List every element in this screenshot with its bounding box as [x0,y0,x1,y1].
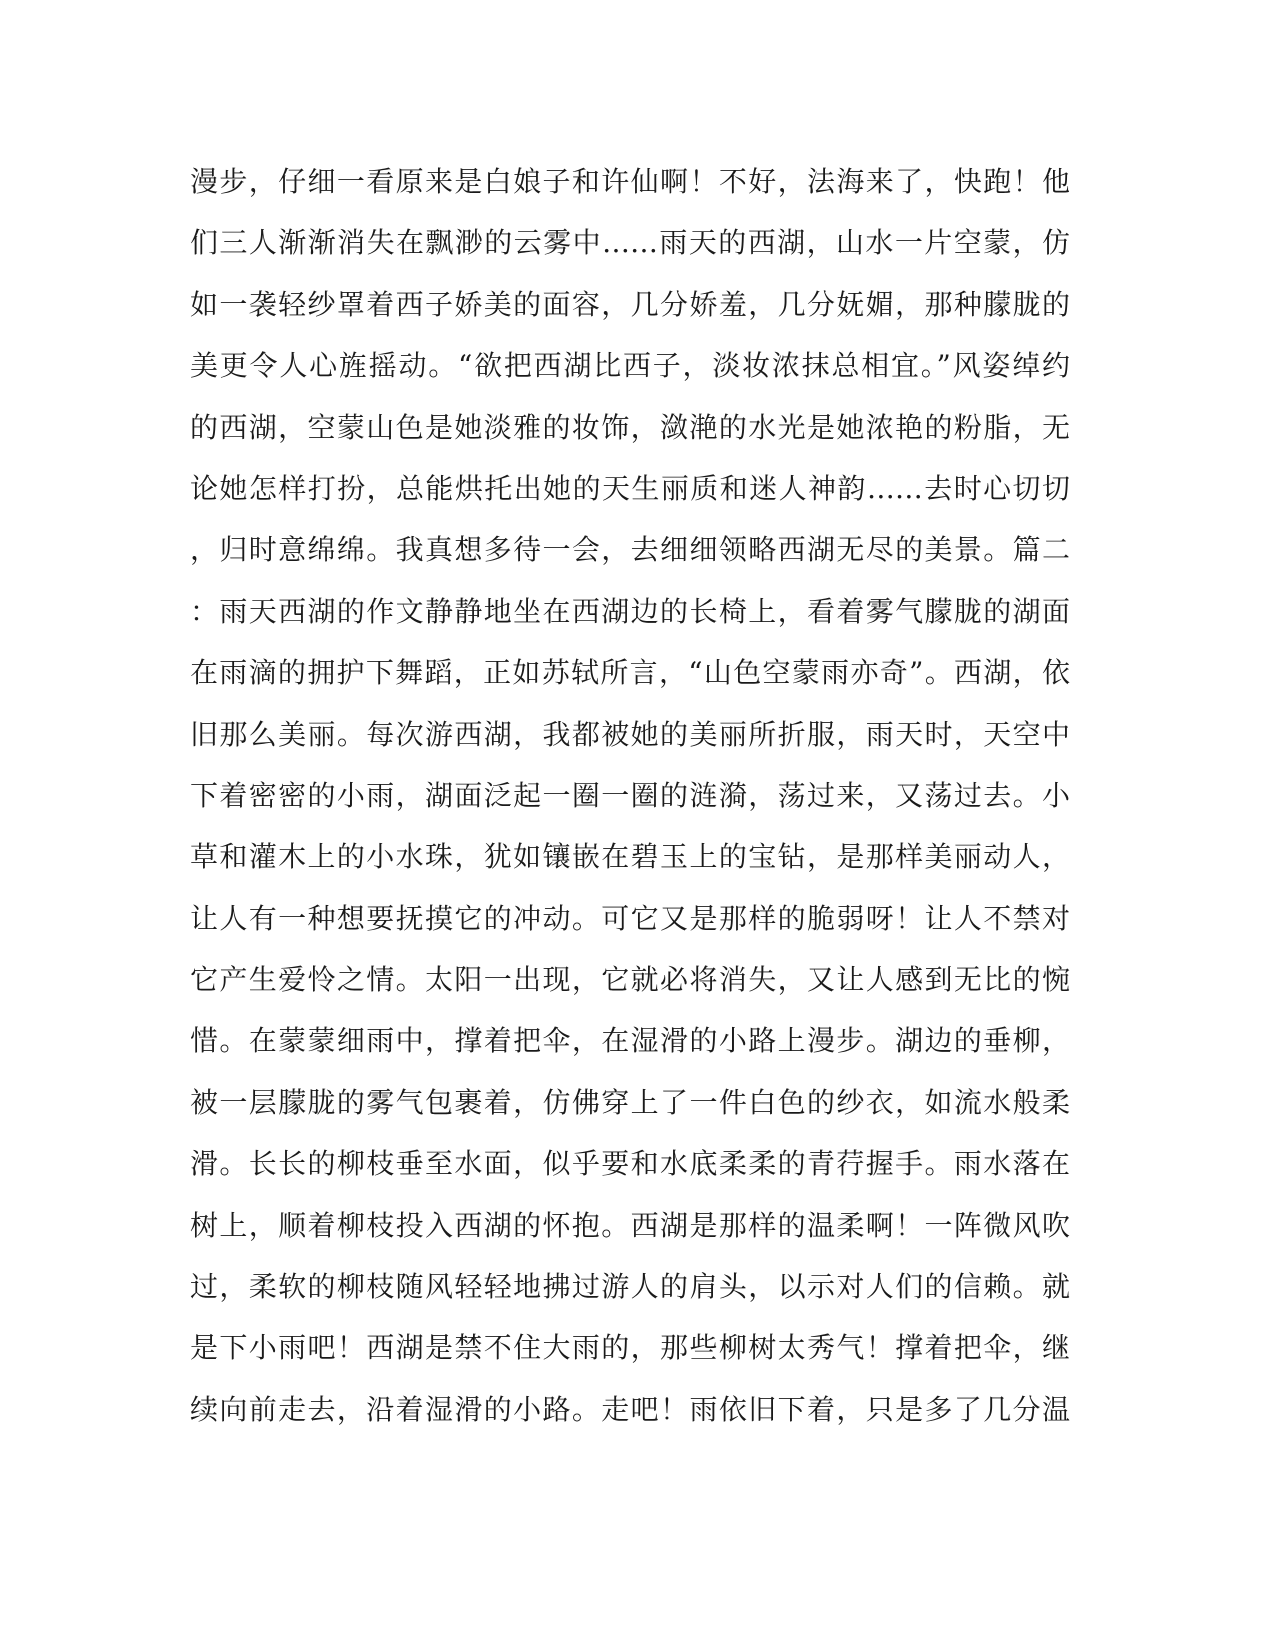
text-line-10: 旧那么美丽。每次游西湖，我都被她的美丽所折服，雨天时，天空中 [190,717,1070,751]
text-line-21: 续向前走去，沿着湿滑的小路。走吧！雨依旧下着，只是多了几分温 [190,1392,1070,1426]
text-line-8: ：雨天西湖的作文静静地坐在西湖边的长椅上，看着雾气朦胧的湖面 [190,594,1070,628]
text-line-9: 在雨滴的拥护下舞蹈，正如苏轼所言，“山色空蒙雨亦奇”。西湖，依 [190,656,1070,690]
text-line-1: 漫步，仔细一看原来是白娘子和许仙啊！不好，法海来了，快跑！他 [190,165,1070,198]
text-line-20: 是下小雨吧！西湖是禁不住大雨的，那些柳树太秀气！撑着把伞，继 [190,1331,1070,1365]
text-line-13: 让人有一种想要抚摸它的冲动。可它又是那样的脆弱呀！让人不禁对 [190,901,1070,935]
text-line-12: 草和灌木上的小水珠，犹如镶嵌在碧玉上的宝钻，是那样美丽动人， [190,840,1070,874]
body-text [190,162,1070,1451]
text-line-5: 的西湖，空蒙山色是她淡雅的妆饰，潋滟的水光是她浓艳的粉脂，无 [190,410,1070,444]
text-line-3: 如一袭轻纱罩着西子娇美的面容，几分娇羞，几分妩媚，那种朦胧的 [190,287,1070,321]
text-line-18: 树上，顺着柳枝投入西湖的怀抱。西湖是那样的温柔啊！一阵微风吹 [190,1208,1070,1242]
text-line-7: ，归时意绵绵。我真想多待一会，去细细领略西湖无尽的美景。篇二 [190,533,1070,567]
text-line-2: 们三人渐渐消失在飘渺的云雾中……雨天的西湖，山水一片空蒙，仿 [190,226,1070,260]
text-line-4: 美更令人心旌摇动。“欲把西湖比西子，淡妆浓抹总相宜。”风姿绰约 [190,349,1070,383]
text-line-19: 过，柔软的柳枝随风轻轻地拂过游人的肩头，以示对人们的信赖。就 [190,1270,1070,1304]
text-line-14: 它产生爱怜之情。太阳一出现，它就必将消失，又让人感到无比的惋 [190,963,1070,997]
text-line-17: 滑。长长的柳枝垂至水面，似乎要和水底柔柔的青荇握手。雨水落在 [190,1147,1070,1181]
text-line-6: 论她怎样打扮，总能烘托出她的天生丽质和迷人神韵……去时心切切 [190,471,1070,505]
text-line-11: 下着密密的小雨，湖面泛起一圈一圈的涟漪，荡过来，又荡过去。小 [190,778,1070,812]
text-line-15: 惜。在蒙蒙细雨中，撑着把伞，在湿滑的小路上漫步。湖边的垂柳， [190,1024,1070,1058]
text-line-16: 被一层朦胧的雾气包裹着，仿佛穿上了一件白色的纱衣，如流水般柔 [190,1085,1070,1119]
